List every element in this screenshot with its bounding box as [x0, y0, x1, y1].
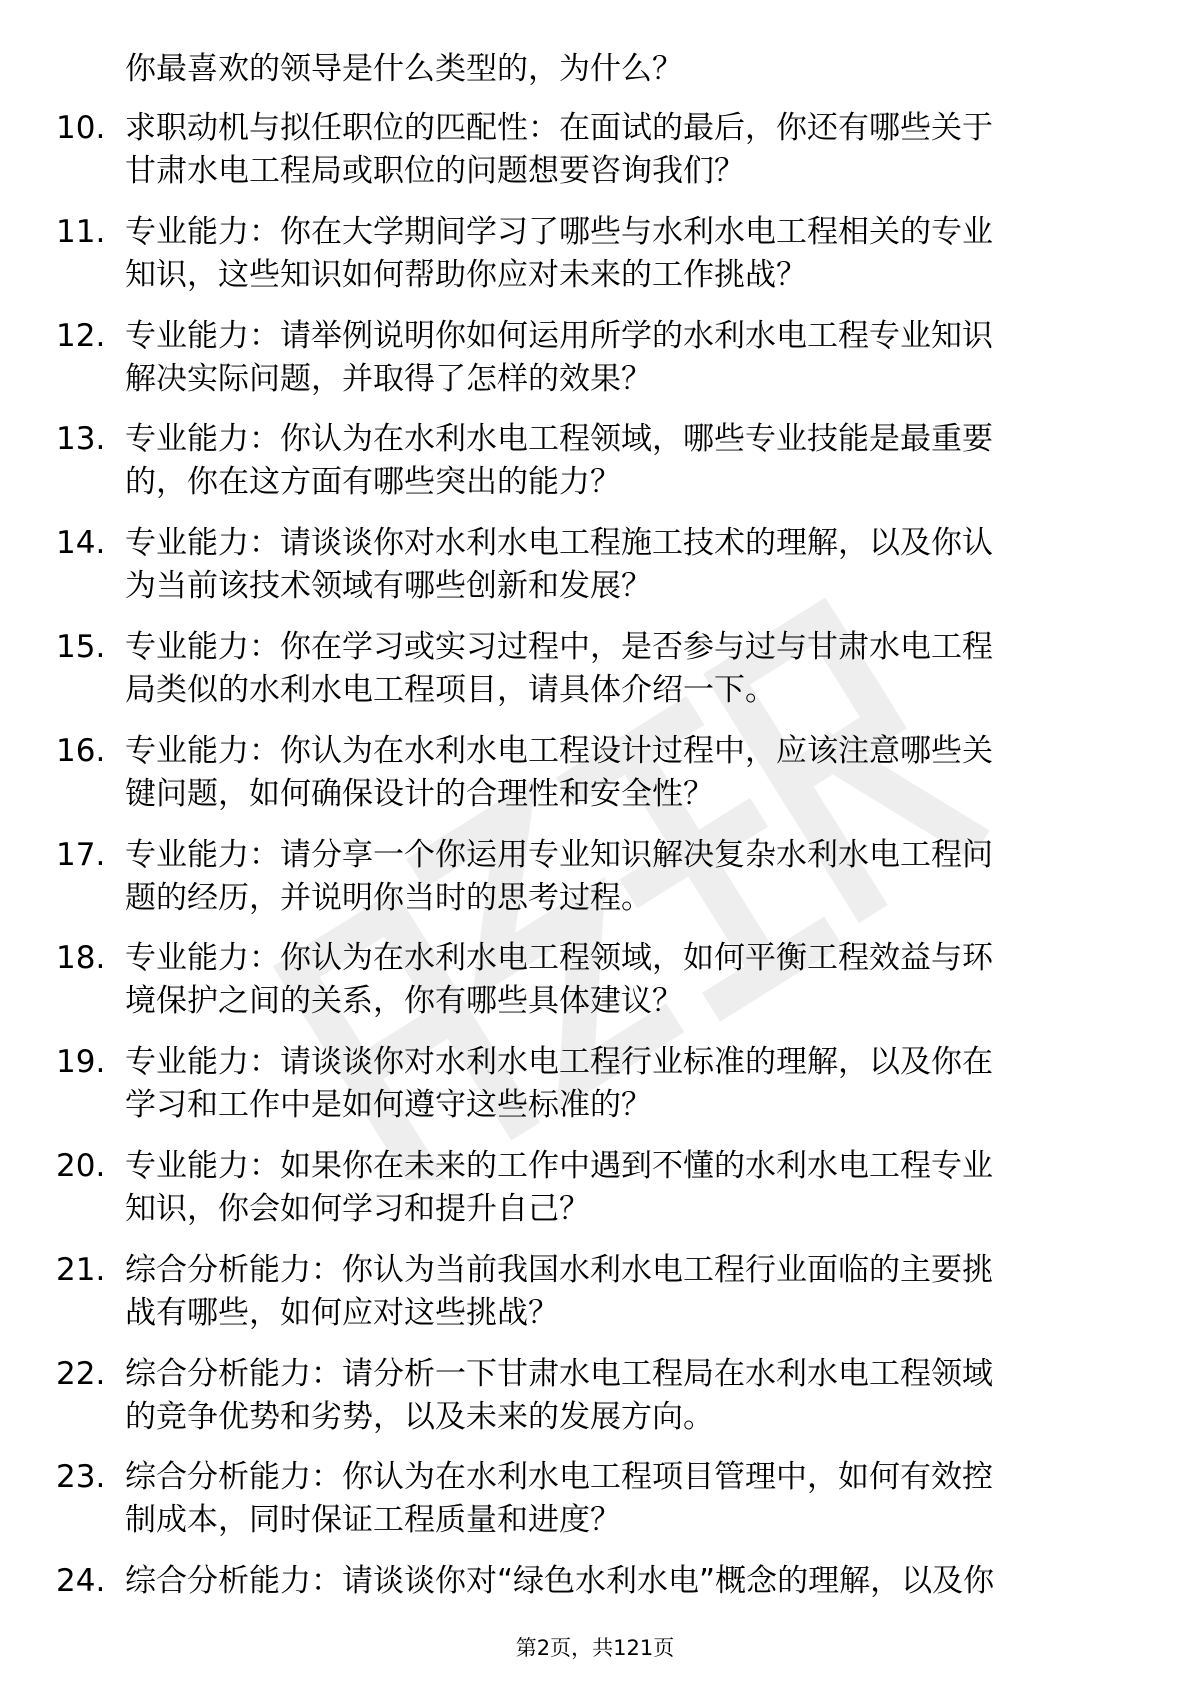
- question-text-line: 专业能力：如果你在未来的工作中遇到不懂的水利水电工程专业: [125, 1147, 993, 1184]
- question-text: [125, 107, 1115, 193]
- question-item: [0, 522, 1190, 626]
- question-text-line: 的，你在这方面有哪些突出的能力？: [125, 464, 621, 501]
- question-text-line: 求职动机与拟任职位的匹配性：在面试的最后，你还有哪些关于: [125, 110, 993, 146]
- question-text-line: 学习和工作中是如何遵守这些标准的？: [125, 1087, 652, 1124]
- question-number: 17.: [56, 836, 106, 873]
- question-text: [125, 522, 1115, 608]
- question-number: 21.: [56, 1251, 106, 1288]
- question-item: [0, 937, 1190, 1041]
- question-text-line: 知识，这些知识如何帮助你应对未来的工作挑战？: [125, 256, 807, 293]
- question-text-line: 为当前该技术领域有哪些创新和发展？: [125, 568, 652, 605]
- question-number: 20.: [56, 1147, 106, 1184]
- question-text: [125, 1249, 1115, 1335]
- question-text: [125, 626, 1115, 712]
- question-number: 11.: [56, 213, 106, 250]
- question-number: 18.: [56, 940, 106, 977]
- question-text-line: 专业能力：请谈谈你对水利水电工程施工技术的理解，以及你认: [125, 525, 993, 562]
- question-text-line: 甘肃水电工程局或职位的问题想要咨询我们？: [125, 153, 745, 189]
- question-text-line: 的竞争优势和劣势，以及未来的发展方向。: [125, 1398, 714, 1435]
- question-text-line: 专业能力：你认为在水利水电工程领域，如何平衡工程效益与环: [125, 940, 993, 977]
- question-text-line: 综合分析能力：请谈谈你对“绿色水利水电”概念的理解，以及你: [125, 1563, 995, 1600]
- question-item: [0, 107, 1190, 211]
- question-text-line: 综合分析能力：你认为在水利水电工程项目管理中，如何有效控: [125, 1459, 993, 1496]
- question-text: [125, 211, 1115, 297]
- question-text-line: 境保护之间的关系，你有哪些具体建议？: [125, 983, 683, 1020]
- question-text-line: 综合分析能力：你认为当前我国水利水电工程行业面临的主要挑: [125, 1251, 993, 1288]
- page-footer: 第2页，共121页: [515, 1636, 675, 1660]
- question-number: 13.: [56, 421, 106, 458]
- question-number: 14.: [56, 525, 106, 562]
- question-text-line: 专业能力：你认为在水利水电工程设计过程中，应该注意哪些关: [125, 732, 993, 769]
- question-text-line: 局类似的水利水电工程项目，请具体介绍一下。: [125, 671, 776, 708]
- question-text-line: 专业能力：请谈谈你对水利水电工程行业标准的理解，以及你在: [125, 1044, 993, 1081]
- question-text: [125, 1456, 1115, 1542]
- question-item: [0, 730, 1190, 834]
- question-item: [0, 1041, 1190, 1145]
- question-item: [0, 315, 1190, 419]
- question-text-line: 专业能力：请举例说明你如何运用所学的水利水电工程专业知识: [125, 317, 993, 354]
- question-text-line: 专业能力：你认为在水利水电工程领域，哪些专业技能是最重要: [125, 421, 993, 458]
- question-text: [125, 1041, 1115, 1127]
- question-number: 23.: [56, 1459, 106, 1496]
- continuation-line: 你最喜欢的领导是什么类型的，为什么？: [125, 51, 683, 87]
- question-number: 12.: [56, 317, 106, 354]
- question-item: [0, 1249, 1190, 1353]
- question-number: 19.: [56, 1044, 106, 1081]
- question-number: 10.: [56, 110, 106, 146]
- question-text: [125, 1353, 1115, 1439]
- question-number: 24.: [56, 1563, 106, 1600]
- question-item: [0, 418, 1190, 522]
- question-item: [0, 1145, 1190, 1249]
- question-text-line: 题的经历，并说明你当时的思考过程。: [125, 879, 652, 916]
- question-text: [125, 730, 1115, 816]
- question-item: [0, 834, 1190, 938]
- question-list: [0, 107, 1190, 1664]
- question-number: 15.: [56, 628, 106, 665]
- question-text: [125, 1560, 1115, 1603]
- question-text: [125, 315, 1115, 401]
- question-text-line: 专业能力：你在学习或实习过程中，是否参与过与甘肃水电工程: [125, 628, 993, 665]
- question-item: [0, 1456, 1190, 1560]
- question-item: [0, 1353, 1190, 1457]
- question-text-line: 知识，你会如何学习和提升自己？: [125, 1190, 590, 1227]
- question-text-line: 战有哪些，如何应对这些挑战？: [125, 1294, 559, 1331]
- question-text: [125, 1145, 1115, 1231]
- question-text: [125, 834, 1115, 920]
- question-text: [125, 937, 1115, 1023]
- question-text: [125, 418, 1115, 504]
- question-text-line: 综合分析能力：请分析一下甘肃水电工程局在水利水电工程领域: [125, 1355, 993, 1392]
- question-number: 22.: [56, 1355, 106, 1392]
- question-text-line: 键问题，如何确保设计的合理性和安全性？: [125, 775, 714, 812]
- question-item: [0, 211, 1190, 315]
- question-text-line: 解决实际问题，并取得了怎样的效果？: [125, 360, 652, 397]
- question-text-line: 专业能力：你在大学期间学习了哪些与水利水电工程相关的专业: [125, 213, 993, 250]
- question-number: 16.: [56, 732, 106, 769]
- question-text-line: 制成本，同时保证工程质量和进度？: [125, 1502, 621, 1539]
- question-item: [0, 626, 1190, 730]
- question-text-line: 专业能力：请分享一个你运用专业知识解决复杂水利水电工程问: [125, 836, 993, 873]
